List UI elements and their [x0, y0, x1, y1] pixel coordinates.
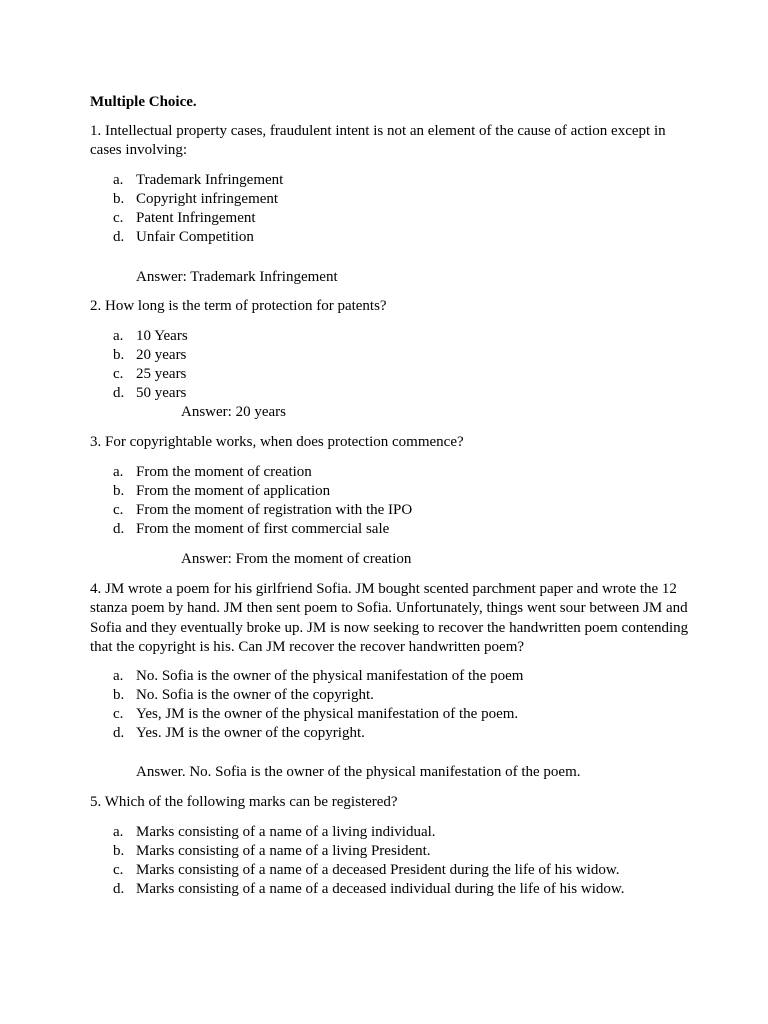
question-4-stem: 4. JM wrote a poem for his girlfriend Sofia. JM bought scented parchment paper and wrote the 12 stanza poem by hand. JM then sent poem to Sofia. Unfortunately, things went sour between JM and Sofia and they eventually broke up. JM is now seeking to recover the handwritten poem contending that the copyright is his. Can JM recover the recover handwritten poem?	[90, 581, 689, 656]
q1-option-d-text: Unfair Competition	[136, 229, 254, 245]
q1-option-b-text: Copyright infringement	[136, 191, 279, 207]
question-5-stem: 5. Which of the following marks can be registered?	[90, 794, 398, 810]
question-2-stem: 2. How long is the term of protection for patents?	[90, 298, 387, 314]
q1-option-b-letter: b.	[113, 191, 125, 207]
q1-option-d-letter: d.	[113, 229, 125, 245]
q3-answer: Answer: From the moment of creation	[181, 551, 412, 567]
q5-option-d-letter: d.	[113, 881, 125, 897]
q1-option-c-letter: c.	[113, 210, 124, 226]
q5-option-b-letter: b.	[113, 843, 125, 859]
q3-option-a-text: From the moment of creation	[136, 464, 312, 480]
q3-option-c-letter: c.	[113, 502, 124, 518]
q3-option-b-text: From the moment of application	[136, 483, 331, 499]
q3-option-c-text: From the moment of registration with the IPO	[136, 502, 413, 518]
q2-option-b-text: 20 years	[136, 347, 187, 363]
q2-option-c-text: 25 years	[136, 366, 187, 382]
q2-option-b-letter: b.	[113, 347, 125, 363]
q5-option-b-text: Marks consisting of a name of a living President.	[136, 843, 431, 859]
q5-option-c-letter: c.	[113, 862, 124, 878]
q2-answer: Answer: 20 years	[181, 404, 286, 420]
q4-option-a-letter: a.	[113, 668, 124, 684]
q1-option-c-text: Patent Infringement	[136, 210, 256, 226]
q4-option-a-text: No. Sofia is the owner of the physical manifestation of the poem	[136, 668, 524, 684]
q4-option-b-text: No. Sofia is the owner of the copyright.	[136, 687, 374, 703]
q3-option-d-letter: d.	[113, 521, 125, 537]
q4-option-d-letter: d.	[113, 725, 125, 741]
q2-option-d-letter: d.	[113, 385, 125, 401]
q2-option-c-letter: c.	[113, 366, 124, 382]
section-heading: Multiple Choice.	[90, 94, 197, 110]
q3-option-d-text: From the moment of first commercial sale	[136, 521, 390, 537]
q1-answer: Answer: Trademark Infringement	[136, 269, 338, 285]
q1-option-a-text: Trademark Infringement	[136, 172, 284, 188]
q2-option-d-text: 50 years	[136, 385, 187, 401]
q4-option-c-text: Yes, JM is the owner of the physical manifestation of the poem.	[136, 706, 519, 722]
q3-option-b-letter: b.	[113, 483, 125, 499]
q3-option-a-letter: a.	[113, 464, 124, 480]
q4-option-b-letter: b.	[113, 687, 125, 703]
question-3-stem: 3. For copyrightable works, when does protection commence?	[90, 434, 464, 450]
question-1-stem: 1. Intellectual property cases, fraudulent intent is not an element of the cause of action except in cases involving:	[90, 123, 666, 159]
q2-option-a-letter: a.	[113, 328, 124, 344]
q2-option-a-text: 10 Years	[136, 328, 188, 344]
q1-option-a-letter: a.	[113, 172, 124, 188]
q5-option-c-text: Marks consisting of a name of a deceased President during the life of his widow.	[136, 862, 620, 878]
q4-option-c-letter: c.	[113, 706, 124, 722]
q5-option-a-letter: a.	[113, 824, 124, 840]
q4-answer: Answer. No. Sofia is the owner of the physical manifestation of the poem.	[136, 764, 581, 780]
q5-option-a-text: Marks consisting of a name of a living individual.	[136, 824, 436, 840]
q4-option-d-text: Yes. JM is the owner of the copyright.	[136, 725, 365, 741]
q5-option-d-text: Marks consisting of a name of a deceased individual during the life of his widow.	[136, 881, 625, 897]
